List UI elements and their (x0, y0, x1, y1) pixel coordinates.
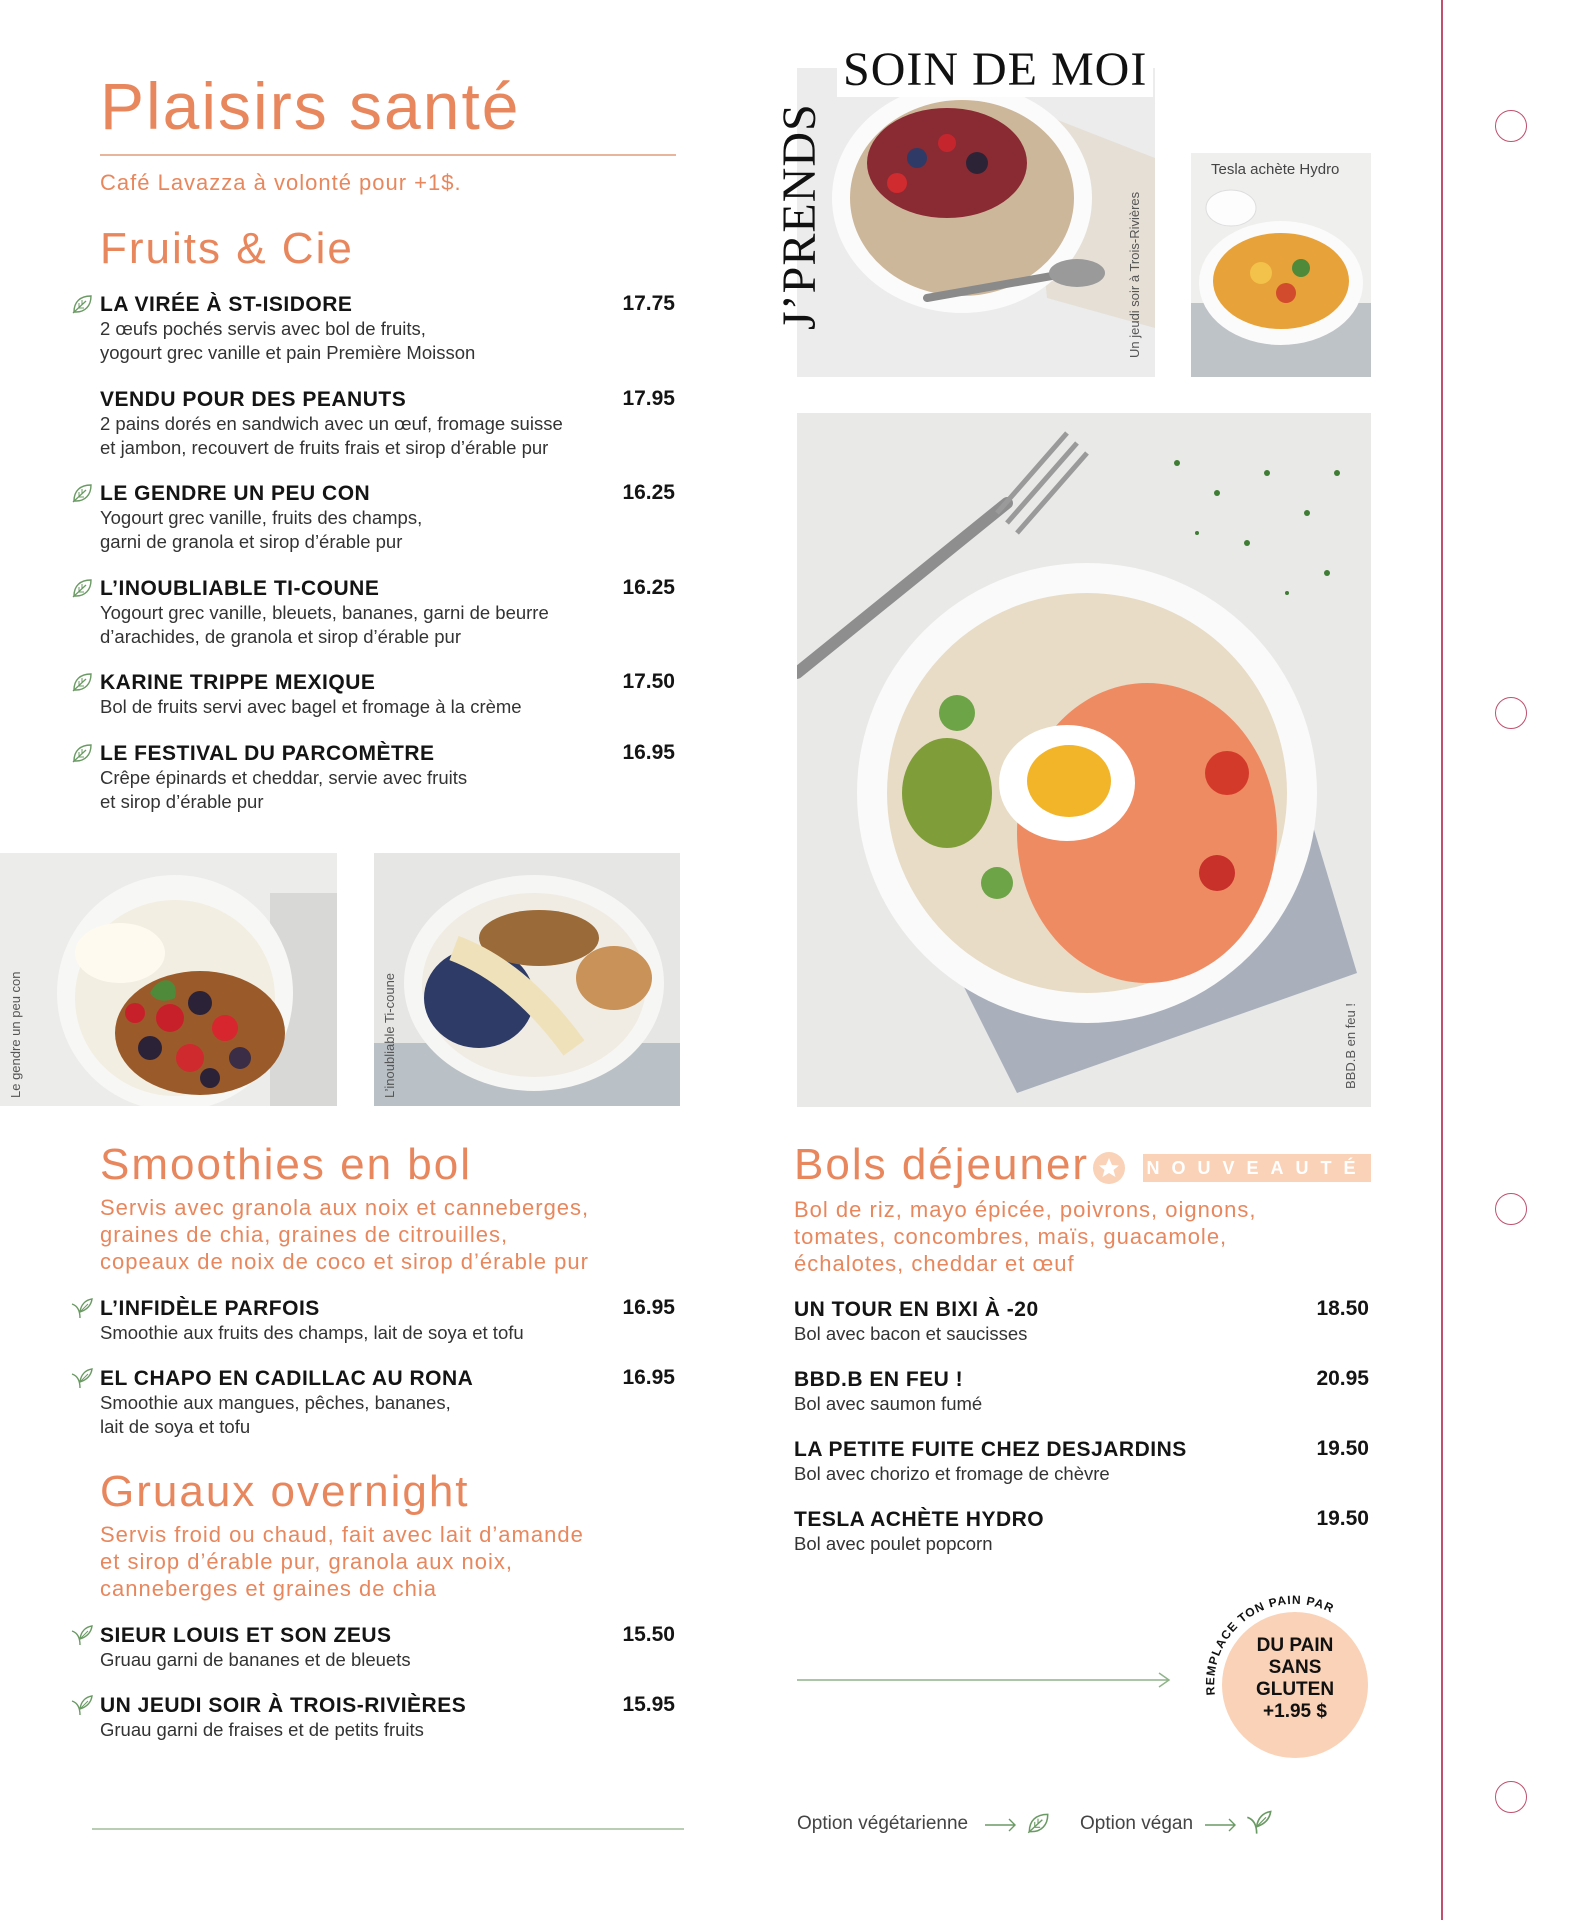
menu-item[interactable] (100, 1296, 675, 1345)
menu-item[interactable] (100, 741, 675, 814)
section-description (100, 1194, 589, 1275)
gluten-free-text (1220, 1635, 1370, 1723)
item-name: UN TOUR EN BIXI À -20 (794, 1298, 1039, 1321)
item-name: VENDU POUR DES PEANUTS (100, 388, 407, 411)
title-divider (100, 154, 676, 156)
item-description: lait de soya et tofu (100, 1416, 251, 1437)
item-price: 16.95 (622, 741, 675, 764)
vegetarian-leaf-icon (70, 670, 94, 694)
item-description: d’arachides, de granola et sirop d’érable pur (100, 626, 461, 647)
arrow-right-icon (985, 1815, 1021, 1835)
heading-soin-de-moi: SOIN DE MOI (837, 42, 1153, 97)
page-title: Plaisirs santé (100, 69, 521, 143)
item-price: 20.95 (1316, 1367, 1369, 1390)
menu-item[interactable] (100, 387, 675, 460)
menu-item[interactable] (100, 670, 675, 719)
section-description (794, 1196, 1256, 1277)
menu-item[interactable] (794, 1507, 1369, 1556)
item-name: L’INOUBLIABLE TI-COUNE (100, 577, 380, 600)
photo-caption: Tesla achète Hydro (1211, 161, 1340, 178)
item-name: LE FESTIVAL DU PARCOMÈTRE (100, 742, 435, 765)
item-description: Crêpe épinards et cheddar, servie avec fruits (100, 767, 468, 788)
menu-item[interactable] (100, 1366, 675, 1439)
menu-item[interactable] (100, 576, 675, 649)
binder-hole (1495, 1193, 1527, 1225)
vegan-sprout-icon (70, 1693, 94, 1717)
item-price: 16.25 (622, 576, 675, 599)
item-name: BBD.B EN FEU ! (794, 1368, 964, 1391)
item-description: Gruau garni de bananes et de bleuets (100, 1649, 411, 1670)
item-description: yogourt grec vanille et pain Première Moisson (100, 342, 476, 363)
photo-tesla-bowl (1191, 153, 1371, 377)
item-description: 2 pains dorés en sandwich avec un œuf, fromage suisse (100, 413, 563, 434)
vegetarian-leaf-icon (1025, 1810, 1051, 1836)
menu-item[interactable] (794, 1437, 1369, 1486)
vegetarian-leaf-icon (70, 292, 94, 316)
photo-caption: BBD.B en feu ! (1343, 1003, 1358, 1089)
item-description: et jambon, recouvert de fruits frais et sirop d’érable pur (100, 437, 549, 458)
item-price: 19.50 (1316, 1507, 1369, 1530)
item-name: UN JEUDI SOIR À TROIS-RIVIÈRES (100, 1694, 467, 1717)
vegan-sprout-icon (70, 1623, 94, 1647)
item-price: 17.95 (622, 387, 675, 410)
section-title-gruaux: Gruaux overnight (100, 1467, 470, 1516)
menu-item[interactable] (794, 1297, 1369, 1346)
desc-line: graines de chia, graines de citrouilles, (100, 1222, 509, 1247)
desc-line: canneberges et graines de chia (100, 1576, 437, 1601)
item-price: 15.50 (622, 1623, 675, 1646)
photo-oatmeal-bowl (797, 68, 1155, 377)
vegetarian-leaf-icon (70, 741, 94, 765)
menu-item[interactable] (794, 1367, 1369, 1416)
item-description: Yogourt grec vanille, bleuets, bananes, garni de beurre (100, 602, 549, 623)
section-title-fruits: Fruits & Cie (100, 224, 354, 273)
binder-hole (1495, 697, 1527, 729)
desc-line: Servis avec granola aux noix et canneberges, (100, 1195, 590, 1220)
item-price: 15.95 (622, 1693, 675, 1716)
item-name: TESLA ACHÈTE HYDRO (794, 1508, 1045, 1531)
badge-arc-text: REMPLACE TON PAIN PAR (1203, 1592, 1337, 1696)
item-name: EL CHAPO EN CADILLAC AU RONA (100, 1367, 474, 1390)
photo-caption: Le gendre un peu con (8, 971, 23, 1098)
photo-bbdb-bowl (797, 413, 1371, 1107)
vegan-sprout-icon (70, 1296, 94, 1320)
item-price: 16.95 (622, 1366, 675, 1389)
new-star-icon (1093, 1152, 1125, 1184)
item-description: et sirop d’érable pur (100, 791, 264, 812)
item-name: LE GENDRE UN PEU CON (100, 482, 371, 505)
legend-vegan-label: Option végan (1080, 1813, 1194, 1834)
item-price: 18.50 (1316, 1297, 1369, 1320)
item-name: LA VIRÉE À ST-ISIDORE (100, 293, 353, 316)
item-description: Smoothie aux mangues, pêches, bananes, (100, 1392, 451, 1413)
photo-caption: Un jeudi soir à Trois-Rivières (1127, 191, 1142, 358)
menu-item[interactable] (100, 1623, 675, 1672)
item-description: Bol avec saumon fumé (794, 1393, 983, 1414)
item-name: SIEUR LOUIS ET SON ZEUS (100, 1624, 392, 1647)
item-name: LA PETITE FUITE CHEZ DESJARDINS (794, 1438, 1187, 1461)
item-price: 17.75 (622, 292, 675, 315)
menu-item[interactable] (100, 481, 675, 554)
vegan-sprout-icon (1245, 1808, 1273, 1836)
photo-gendre-yogurt-bowl (0, 853, 337, 1106)
item-description: Gruau garni de fraises et de petits fruits (100, 1719, 424, 1740)
item-name: KARINE TRIPPE MEXIQUE (100, 671, 376, 694)
item-name: L’INFIDÈLE PARFOIS (100, 1297, 320, 1320)
menu-item[interactable] (100, 1693, 675, 1742)
item-description: Bol de fruits servi avec bagel et fromage à la crème (100, 696, 522, 717)
item-description: 2 œufs pochés servis avec bol de fruits, (100, 318, 426, 339)
legend-vegetarian-label: Option végétarienne (797, 1813, 969, 1834)
binder-hole (1495, 110, 1527, 142)
item-description: garni de granola et sirop d’érable pur (100, 531, 403, 552)
new-badge: NOUVEAUTÉ (1143, 1154, 1371, 1182)
item-description: Bol avec poulet popcorn (794, 1533, 993, 1554)
coffee-subtitle: Café Lavazza à volonté pour +1$. (100, 170, 462, 195)
section-title-bols: Bols déjeuner (794, 1140, 1090, 1189)
vegan-sprout-icon (70, 1366, 94, 1390)
section-description (100, 1521, 584, 1602)
badge-line: DU PAIN (1256, 1635, 1334, 1656)
badge-line: GLUTEN (1255, 1679, 1335, 1700)
menu-item[interactable] (100, 292, 675, 365)
arrow-right-icon (1205, 1815, 1241, 1835)
vegetarian-leaf-icon (70, 481, 94, 505)
item-description: Smoothie aux fruits des champs, lait de soya et tofu (100, 1322, 524, 1343)
badge-line: SANS (1268, 1657, 1322, 1678)
item-price: 19.50 (1316, 1437, 1369, 1460)
item-description: Yogourt grec vanille, fruits des champs, (100, 507, 423, 528)
desc-line: tomates, concombres, maïs, guacamole, (794, 1224, 1228, 1249)
desc-line: Servis froid ou chaud, fait avec lait d’amande (100, 1522, 584, 1547)
item-description: Bol avec chorizo et fromage de chèvre (794, 1463, 1110, 1484)
heading-jprends: J’PRENDS (773, 103, 826, 330)
binder-hole (1495, 1781, 1527, 1813)
desc-line: Bol de riz, mayo épicée, poivrons, oignons, (794, 1197, 1257, 1222)
desc-line: et sirop d’érable pur, granola aux noix, (100, 1549, 514, 1574)
item-price: 17.50 (622, 670, 675, 693)
item-description: Bol avec bacon et saucisses (794, 1323, 1028, 1344)
item-price: 16.95 (622, 1296, 675, 1319)
arrow-right-icon (797, 1670, 1175, 1690)
desc-line: échalotes, cheddar et œuf (794, 1251, 1075, 1276)
section-title-smoothies: Smoothies en bol (100, 1140, 472, 1189)
photo-ticoune-bowl (374, 853, 680, 1106)
binder-margin-line (1441, 0, 1443, 1920)
item-price: 16.25 (622, 481, 675, 504)
badge-line: +1.95 $ (1263, 1701, 1327, 1722)
desc-line: copeaux de noix de coco et sirop d’érable pur (100, 1249, 589, 1274)
vegetarian-leaf-icon (70, 576, 94, 600)
photo-caption: L’inoubliable Ti-coune (382, 972, 397, 1098)
bottom-divider-left (92, 1828, 684, 1830)
